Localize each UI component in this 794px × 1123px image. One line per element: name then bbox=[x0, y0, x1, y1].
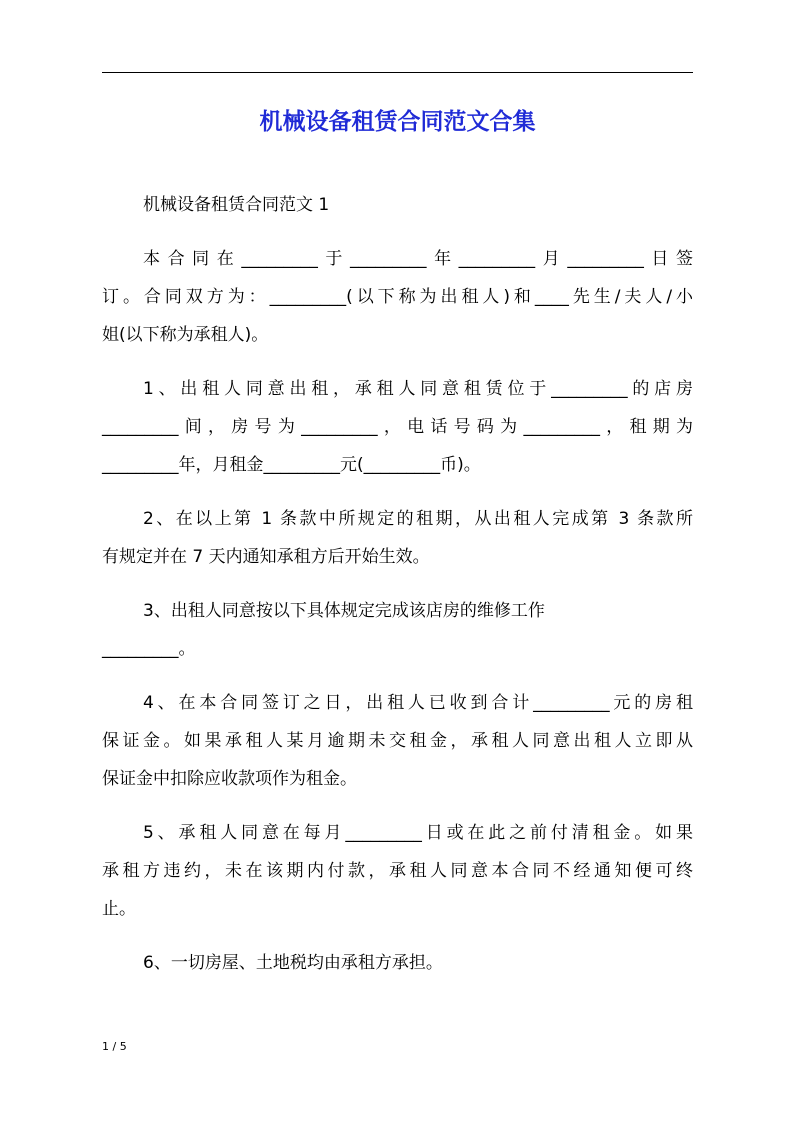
paragraph-clause-4 bbox=[102, 684, 693, 798]
page-number: 1 / 5 bbox=[102, 1040, 127, 1053]
section-heading-block bbox=[102, 186, 693, 224]
paragraph-intro bbox=[102, 240, 693, 354]
paragraph-clause-5 bbox=[102, 814, 693, 928]
paragraph-line: _________间，房号为_________，电话号码为_________，租期为 bbox=[102, 417, 693, 437]
paragraph-line: 本合同在_________于_________年_________月_________日签 bbox=[143, 249, 693, 269]
document-title: 机械设备租赁合同范文合集 bbox=[259, 109, 536, 135]
paragraph-line: 订。合同双方为：_________(以下称为出租人)和____先生/夫人/小 bbox=[102, 287, 693, 307]
paragraph-clause-2 bbox=[102, 500, 693, 576]
paragraph-line: 1、出租人同意出租，承租人同意租赁位于_________的店房 bbox=[143, 379, 693, 399]
paragraph-line: 止。 bbox=[102, 899, 136, 919]
paragraph-line: 3、出租人同意按以下具体规定完成该店房的维修工作 bbox=[143, 601, 545, 621]
paragraph-line: _________年，月租金_________元(_________币)。 bbox=[102, 455, 481, 475]
header-rule bbox=[102, 72, 693, 73]
paragraph-clause-1 bbox=[102, 370, 693, 484]
paragraph-line: 5、承租人同意在每月_________日或在此之前付清租金。如果 bbox=[143, 823, 693, 843]
document-body bbox=[102, 186, 693, 982]
paragraph-line: 2、在以上第 1 条款中所规定的租期，从出租人完成第 3 条款所 bbox=[143, 509, 693, 529]
paragraph-line: 6、一切房屋、土地税均由承租方承担。 bbox=[143, 953, 443, 973]
section-heading: 机械设备租赁合同范文 1 bbox=[143, 195, 330, 215]
paragraph-line: 有规定并在 7 天内通知承租方后开始生效。 bbox=[102, 547, 430, 567]
paragraph-clause-3 bbox=[102, 592, 693, 668]
paragraph-clause-6 bbox=[102, 944, 693, 982]
paragraph-line: 姐(以下称为承租人)。 bbox=[102, 325, 269, 345]
paragraph-line: 4、在本合同签订之日，出租人已收到合计_________元的房租 bbox=[143, 693, 693, 713]
paragraph-line: 保证金。如果承租人某月逾期未交租金，承租人同意出租人立即从 bbox=[102, 731, 693, 751]
paragraph-line: 保证金中扣除应收款项作为租金。 bbox=[102, 769, 357, 789]
paragraph-line: 承租方违约，未在该期内付款，承租人同意本合同不经通知便可终 bbox=[102, 861, 693, 881]
paragraph-line: _________。 bbox=[102, 639, 196, 659]
